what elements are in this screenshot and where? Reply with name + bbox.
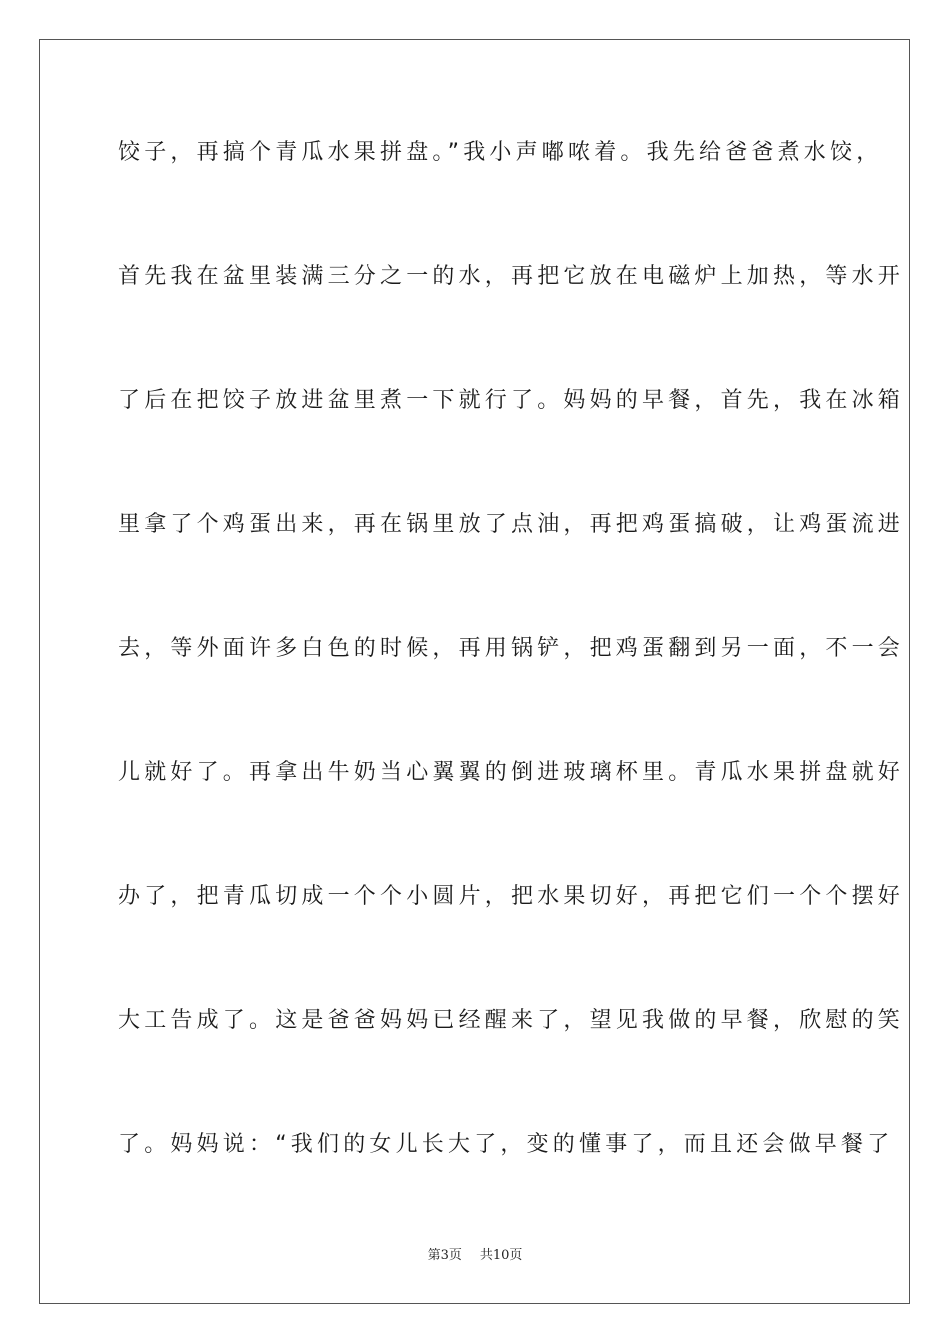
text-line: 了后在把饺子放进盆里煮一下就行了。妈妈的早餐，首先，我在冰箱	[118, 388, 905, 413]
text-line: 了。妈妈说：“我们的女儿长大了，变的懂事了，而且还会做早餐了	[118, 1132, 894, 1157]
text-line: 大工告成了。这是爸爸妈妈已经醒来了，望见我做的早餐，欣慰的笑	[118, 1008, 905, 1033]
text-line: 饺子，再搞个青瓜水果拼盘。”我小声嘟哝着。我先给爸爸煮水饺，	[118, 140, 883, 165]
text-line: 首先我在盆里装满三分之一的水，再把它放在电磁炉上加热，等水开	[118, 264, 905, 289]
text-line: 去，等外面许多白色的时候，再用锅铲，把鸡蛋翻到另一面，不一会	[118, 636, 905, 661]
page-border	[39, 39, 910, 1304]
text-line: 里拿了个鸡蛋出来，再在锅里放了点油，再把鸡蛋搞破，让鸡蛋流进	[118, 512, 905, 537]
text-line: 儿就好了。再拿出牛奶当心翼翼的倒进玻璃杯里。青瓜水果拼盘就好	[118, 760, 905, 785]
text-line: 办了，把青瓜切成一个个小圆片，把水果切好，再把它们一个个摆好	[118, 884, 905, 909]
page-total: 共10页	[479, 1248, 523, 1263]
page-footer	[0, 1244, 950, 1263]
page-number: 第3页	[427, 1248, 462, 1263]
